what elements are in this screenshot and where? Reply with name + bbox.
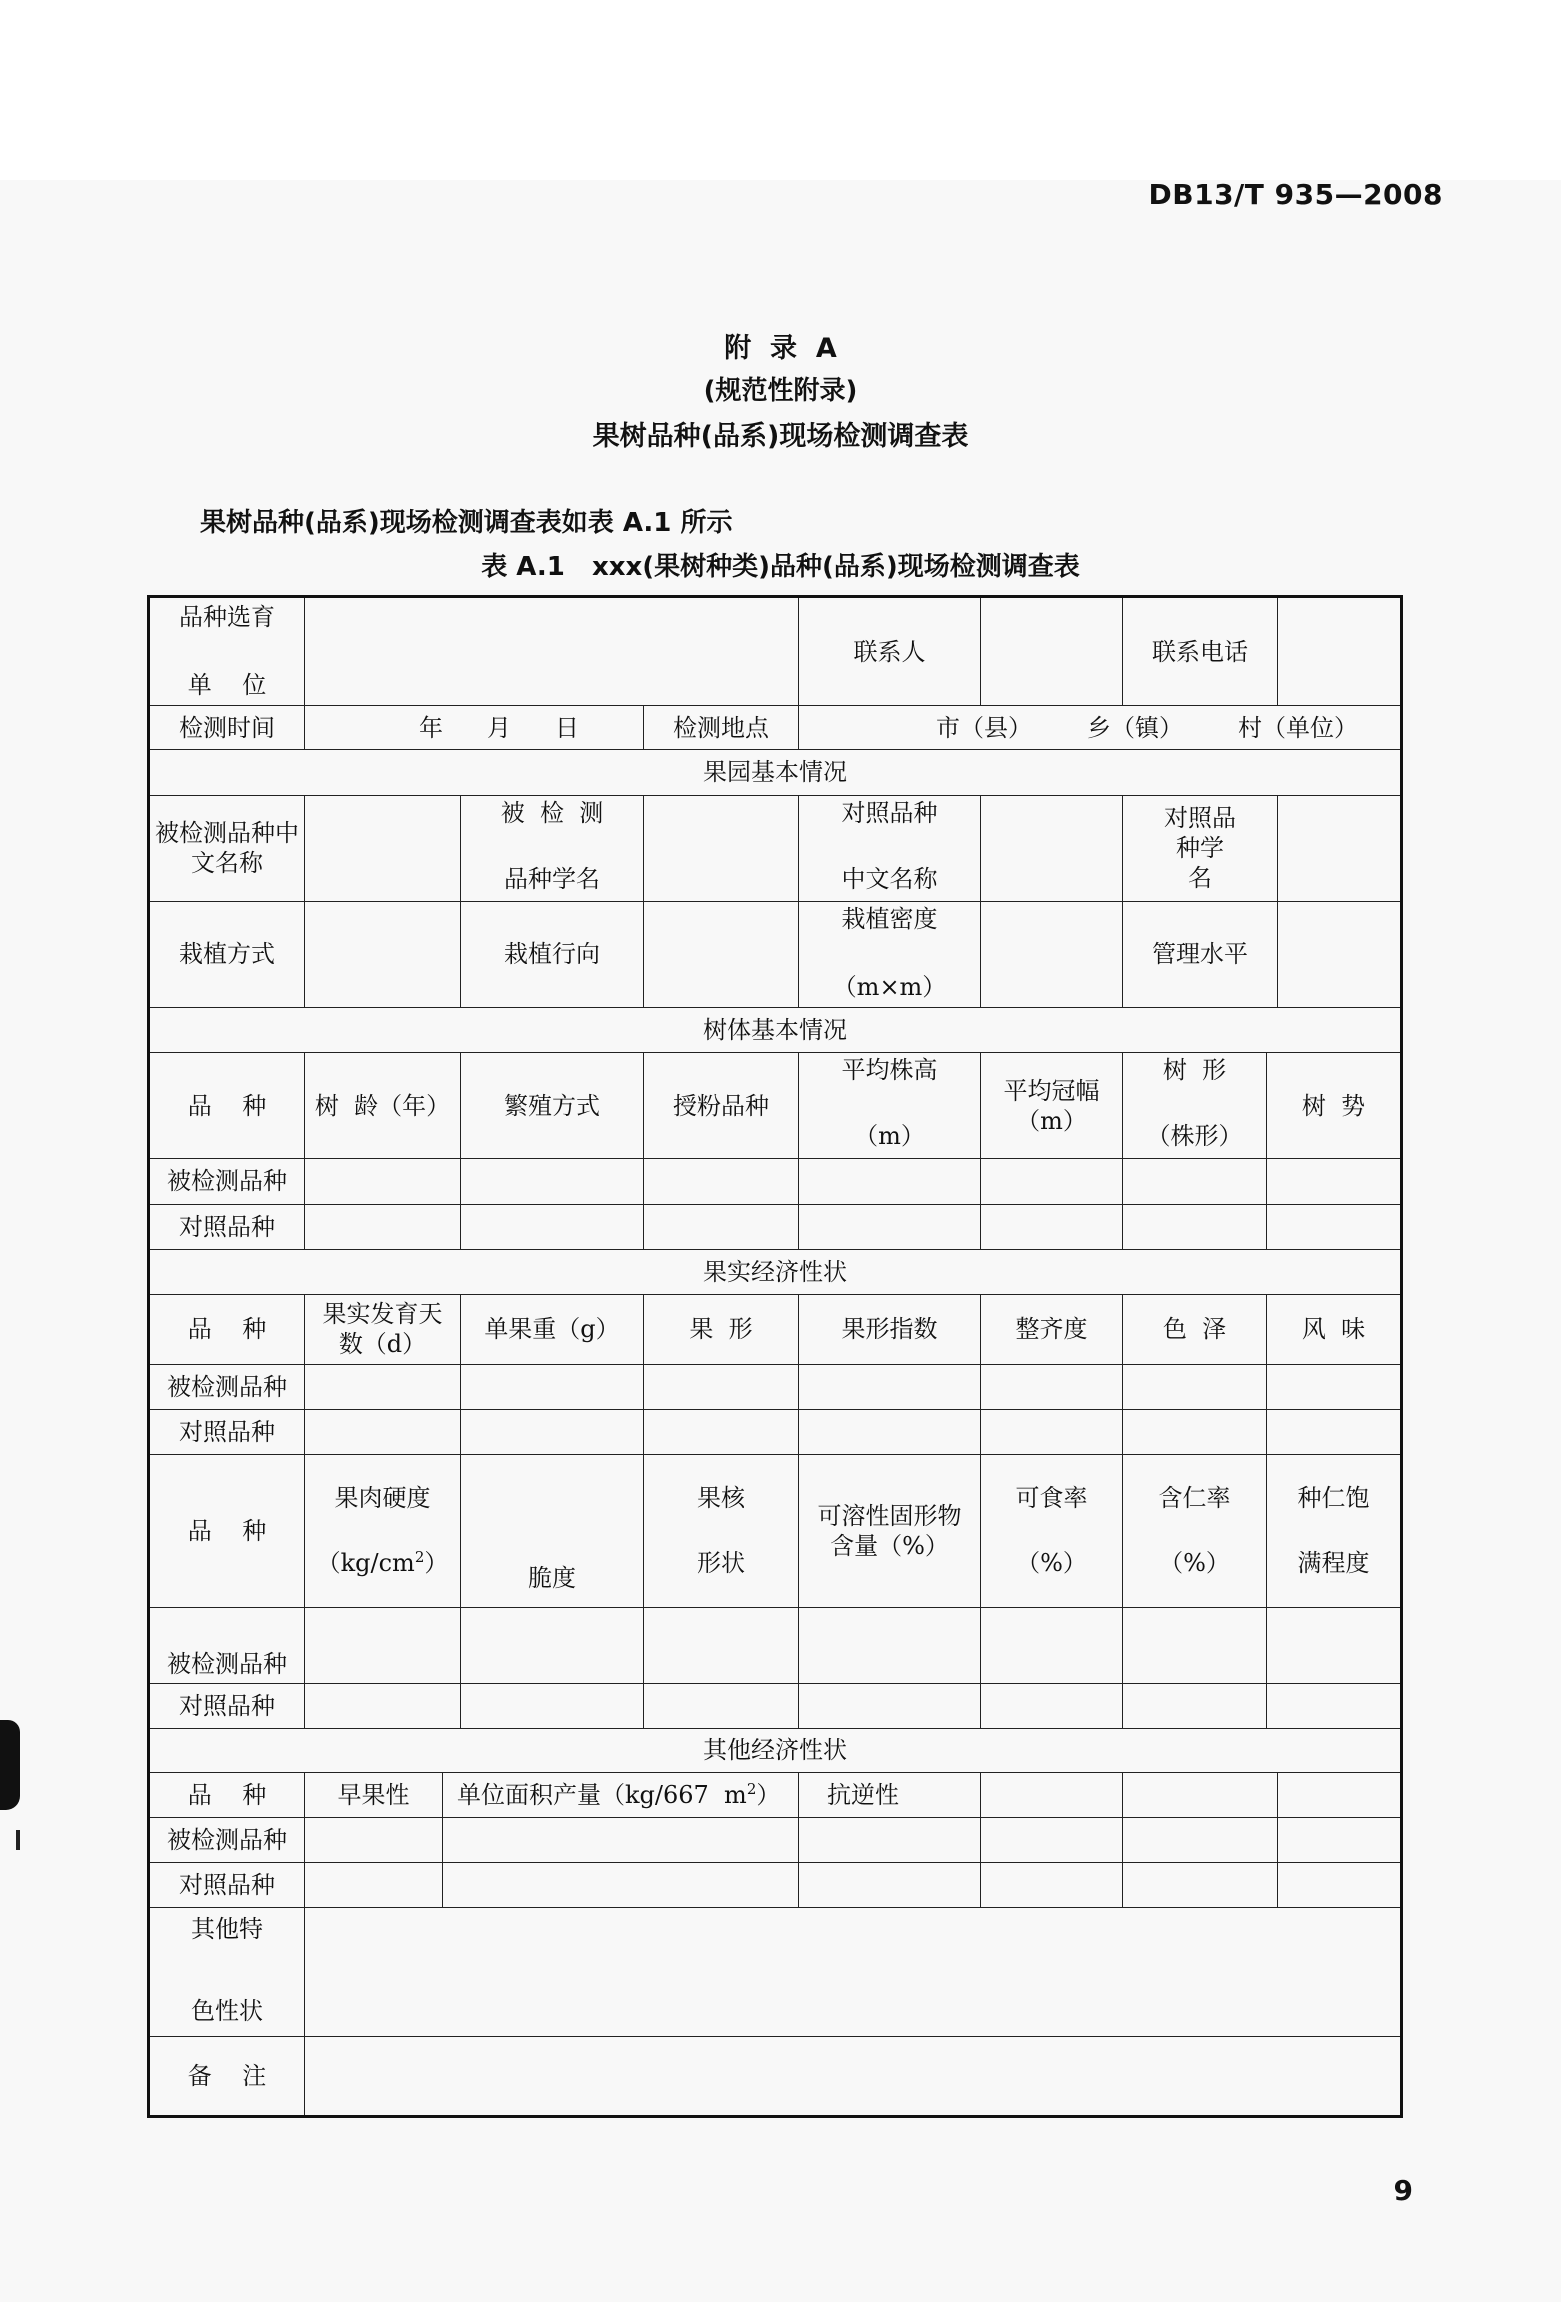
control-cn-top: 对照品种 — [841, 798, 938, 827]
table-row — [149, 1818, 1402, 1863]
month-label: 月 — [487, 713, 511, 742]
special-traits-label — [149, 1908, 305, 2036]
yield-header — [443, 1772, 799, 1817]
data-cell[interactable] — [644, 1204, 799, 1249]
day-label: 日 — [555, 713, 579, 742]
data-cell[interactable] — [1267, 1364, 1402, 1409]
data-cell[interactable] — [1267, 1607, 1402, 1683]
fruit-shape-index-header: 果形指数 — [799, 1294, 981, 1364]
test-time-value[interactable] — [305, 706, 644, 750]
data-cell[interactable] — [981, 1683, 1123, 1728]
tss-header: 可溶性固形物含量（%） — [799, 1455, 981, 1607]
data-cell[interactable] — [981, 1364, 1123, 1409]
data-cell[interactable] — [799, 1818, 981, 1863]
other-control-variety-label: 对照品种 — [149, 1863, 305, 1908]
data-cell[interactable] — [305, 1607, 461, 1683]
table-row — [149, 795, 1402, 901]
table-caption: 表 A.1 xxx(果树种类)品种(品系)现场检测调查表 — [481, 552, 1080, 582]
fruit2-variety-header: 品 种 — [149, 1455, 305, 1607]
intro-text: 果树品种(品系)现场检测调查表如表 A.1 所示 — [200, 508, 733, 538]
fruit-color-header: 色 泽 — [1123, 1294, 1267, 1364]
data-cell[interactable] — [981, 1772, 1123, 1817]
stone-shape-header — [644, 1455, 799, 1607]
breeding-unit-value[interactable] — [305, 597, 799, 706]
remarks-value[interactable] — [305, 2036, 1402, 2116]
section-orchard: 果园基本情况 — [149, 750, 1402, 795]
data-cell[interactable] — [981, 1863, 1123, 1908]
fruit2-tested-text: 被检测品种 — [167, 1649, 287, 1678]
tested-variety-sci-value[interactable] — [644, 795, 799, 901]
data-cell[interactable] — [799, 1204, 981, 1249]
survey-table — [147, 595, 1403, 2118]
control-variety-cn-label — [799, 795, 981, 901]
town-label: 乡（镇） — [1087, 713, 1183, 742]
density-bottom: （m×m） — [832, 972, 947, 1001]
data-cell[interactable] — [799, 1863, 981, 1908]
tree-control-variety-label: 对照品种 — [149, 1204, 305, 1249]
resistance-header: 抗逆性 — [799, 1772, 981, 1817]
table-row — [149, 597, 1402, 706]
annex-title: 附 录 A — [724, 333, 837, 364]
data-cell[interactable] — [1267, 1410, 1402, 1455]
test-place-value[interactable] — [799, 706, 1402, 750]
data-cell[interactable] — [461, 1159, 644, 1204]
breeding-unit-label — [149, 597, 305, 706]
table-row — [149, 1159, 1402, 1204]
row-direction-label: 栽植行向 — [461, 901, 644, 1007]
data-cell[interactable] — [305, 1204, 461, 1249]
data-cell[interactable] — [799, 1159, 981, 1204]
data-cell[interactable] — [981, 1410, 1123, 1455]
density-top: 栽植密度 — [841, 904, 938, 933]
avg-height-header — [799, 1053, 981, 1159]
data-cell[interactable] — [799, 1607, 981, 1683]
other-tested-variety-label: 被检测品种 — [149, 1818, 305, 1863]
data-cell[interactable] — [461, 1410, 644, 1455]
table-row — [149, 1863, 1402, 1908]
annex-subtitle: 果树品种(品系)现场检测调查表 — [592, 421, 969, 452]
data-cell[interactable] — [644, 1607, 799, 1683]
table-row — [149, 1410, 1402, 1455]
management-level-value[interactable] — [1278, 901, 1402, 1007]
height-top: 平均株高 — [841, 1056, 938, 1085]
stone-bottom: 形状 — [697, 1549, 745, 1578]
data-cell[interactable] — [799, 1364, 981, 1409]
test-time-label: 检测时间 — [149, 706, 305, 750]
data-cell[interactable] — [1123, 1204, 1267, 1249]
data-cell[interactable] — [305, 1683, 461, 1728]
data-cell[interactable] — [461, 1364, 644, 1409]
pollinizer-header: 授粉品种 — [644, 1053, 799, 1159]
standard-number: DB13/T 935—2008 — [1148, 178, 1443, 211]
yield-text: 单位面积产量（kg/667 m — [457, 1780, 747, 1809]
data-cell[interactable] — [305, 1159, 461, 1204]
other-variety-header: 品 种 — [149, 1772, 305, 1817]
plump-top: 种仁饱 — [1297, 1484, 1370, 1513]
section-tree: 树体基本情况 — [149, 1008, 1402, 1053]
tree-age-header: 树 龄（年） — [305, 1053, 461, 1159]
data-cell[interactable] — [305, 1818, 443, 1863]
data-cell[interactable] — [1278, 1818, 1402, 1863]
table-row — [149, 1204, 1402, 1249]
special-traits-value[interactable] — [305, 1908, 1402, 2036]
remarks-label: 备 注 — [149, 2036, 305, 2116]
data-cell[interactable] — [1123, 1410, 1267, 1455]
yield-close: ） — [756, 1780, 781, 1809]
data-cell[interactable] — [305, 1863, 443, 1908]
shape-bottom: （株形） — [1146, 1122, 1243, 1151]
table-row — [149, 1683, 1402, 1728]
data-cell[interactable] — [305, 1364, 461, 1409]
fruit-variety-header: 品 种 — [149, 1294, 305, 1364]
data-cell[interactable] — [1123, 1607, 1267, 1683]
firmness-unit-sup: 2 — [414, 1548, 425, 1567]
phone-value[interactable] — [1278, 597, 1402, 706]
data-cell[interactable] — [799, 1683, 981, 1728]
fruit-shape-header: 果 形 — [644, 1294, 799, 1364]
early-fruiting-header: 早果性 — [305, 1772, 443, 1817]
table-row — [149, 706, 1402, 750]
fruit-dev-days-header: 果实发育天数（d） — [305, 1294, 461, 1364]
section-row — [149, 1249, 1402, 1294]
height-bottom: （m） — [854, 1122, 925, 1151]
firmness-top: 果肉硬度 — [334, 1484, 431, 1513]
contact-value[interactable] — [981, 597, 1123, 706]
top-margin — [0, 0, 1561, 180]
tested-sci-top: 被 检 测 — [500, 798, 604, 827]
data-cell[interactable] — [443, 1818, 799, 1863]
firmness-header — [305, 1455, 461, 1607]
tested-variety-cn-value[interactable] — [305, 795, 461, 901]
data-cell[interactable] — [1123, 1863, 1278, 1908]
edible-bottom: （%） — [1016, 1549, 1087, 1578]
data-cell[interactable] — [1123, 1683, 1267, 1728]
firmness-unit-close: ） — [424, 1549, 449, 1578]
year-label: 年 — [419, 713, 443, 742]
control-variety-sci-label: 对照品种学 名 — [1123, 795, 1278, 901]
kernel-rate-header — [1123, 1455, 1267, 1607]
control-cn-bottom: 中文名称 — [841, 864, 938, 893]
section-row — [149, 750, 1402, 795]
data-cell[interactable] — [799, 1410, 981, 1455]
kernel-bottom: （%） — [1159, 1549, 1230, 1578]
plump-bottom: 满程度 — [1297, 1549, 1370, 1578]
fruit-flavor-header: 风 味 — [1267, 1294, 1402, 1364]
data-cell[interactable] — [981, 1159, 1123, 1204]
section-row — [149, 1008, 1402, 1053]
village-label: 村（单位） — [1238, 713, 1358, 742]
section-other: 其他经济性状 — [149, 1728, 1402, 1772]
kernel-top: 含仁率 — [1158, 1484, 1231, 1513]
data-cell[interactable] — [1267, 1683, 1402, 1728]
tested-sci-bottom: 品种学名 — [504, 864, 600, 893]
planting-method-value[interactable] — [305, 901, 461, 1007]
data-cell[interactable] — [644, 1159, 799, 1204]
management-level-label: 管理水平 — [1123, 901, 1278, 1007]
fruit2-tested-variety-label — [149, 1607, 305, 1683]
data-cell[interactable] — [1267, 1159, 1402, 1204]
contact-label: 联系人 — [799, 597, 981, 706]
data-cell[interactable] — [1123, 1818, 1278, 1863]
data-cell[interactable] — [1267, 1204, 1402, 1249]
tree-shape-header — [1123, 1053, 1267, 1159]
data-cell[interactable] — [981, 1204, 1123, 1249]
phone-label: 联系电话 — [1123, 597, 1278, 706]
page-number: 9 — [1393, 2174, 1413, 2207]
unit-label-bottom: 单 位 — [187, 671, 267, 699]
special-top: 其他特 — [191, 1915, 263, 1944]
stone-top: 果核 — [697, 1484, 745, 1513]
table-row — [149, 901, 1402, 1007]
tested-variety-cn-label: 被检测品种中文名称 — [149, 795, 305, 901]
planting-method-label: 栽植方式 — [149, 901, 305, 1007]
section-row — [149, 1728, 1402, 1772]
tree-tested-variety-label: 被检测品种 — [149, 1159, 305, 1204]
edible-top: 可食率 — [1015, 1484, 1088, 1513]
data-cell[interactable] — [1278, 1772, 1402, 1817]
section-fruit: 果实经济性状 — [149, 1249, 1402, 1294]
planting-density-value[interactable] — [981, 901, 1123, 1007]
fruit-control-variety-label: 对照品种 — [149, 1410, 305, 1455]
crispness-header — [461, 1455, 644, 1607]
data-cell[interactable] — [644, 1410, 799, 1455]
unit-label-top: 品种选育 — [179, 603, 275, 631]
firmness-unit — [307, 1548, 458, 1578]
row-direction-value[interactable] — [644, 901, 799, 1007]
data-cell[interactable] — [981, 1818, 1123, 1863]
data-cell[interactable] — [461, 1607, 644, 1683]
table-row — [149, 1455, 1402, 1607]
table-row — [149, 1607, 1402, 1683]
special-bottom: 色性状 — [191, 1997, 263, 2026]
data-cell[interactable] — [305, 1410, 461, 1455]
propagation-header: 繁殖方式 — [461, 1053, 644, 1159]
table-row — [149, 1772, 1402, 1817]
table-row — [149, 1364, 1402, 1409]
planting-density-label — [799, 901, 981, 1007]
control-variety-sci-value[interactable] — [1278, 795, 1402, 901]
data-cell[interactable] — [1123, 1772, 1278, 1817]
tree-vigor-header: 树 势 — [1267, 1053, 1402, 1159]
avg-crown-header: 平均冠幅（m） — [981, 1053, 1123, 1159]
fruit-tested-variety-label: 被检测品种 — [149, 1364, 305, 1409]
annex-nature: (规范性附录) — [703, 376, 858, 406]
data-cell[interactable] — [443, 1863, 799, 1908]
fruit2-control-variety-label: 对照品种 — [149, 1683, 305, 1728]
fruit-weight-header: 单果重（g） — [461, 1294, 644, 1364]
crispness-text: 脆度 — [528, 1563, 576, 1592]
fruit-uniformity-header: 整齐度 — [981, 1294, 1123, 1364]
table-row — [149, 1294, 1402, 1364]
table-row — [149, 1053, 1402, 1159]
kernel-plumpness-header — [1267, 1455, 1402, 1607]
yield-sup: 2 — [746, 1779, 757, 1798]
edible-rate-header — [981, 1455, 1123, 1607]
data-cell[interactable] — [1123, 1159, 1267, 1204]
tree-variety-header: 品 种 — [149, 1053, 305, 1159]
scan-smudge — [0, 1720, 20, 1810]
table-row — [149, 1908, 1402, 2036]
scan-mark — [16, 1830, 20, 1850]
shape-top: 树 形 — [1162, 1056, 1227, 1085]
data-cell[interactable] — [1278, 1863, 1402, 1908]
data-cell[interactable] — [1123, 1364, 1267, 1409]
data-cell[interactable] — [644, 1364, 799, 1409]
firmness-unit-text: （kg/cm — [316, 1549, 415, 1578]
tested-variety-sci-label — [461, 795, 644, 901]
table-row — [149, 2036, 1402, 2116]
city-label: 市（县） — [936, 713, 1032, 742]
control-variety-cn-value[interactable] — [981, 795, 1123, 901]
data-cell[interactable] — [981, 1607, 1123, 1683]
data-cell[interactable] — [461, 1683, 644, 1728]
data-cell[interactable] — [461, 1204, 644, 1249]
test-place-label: 检测地点 — [644, 706, 799, 750]
data-cell[interactable] — [644, 1683, 799, 1728]
